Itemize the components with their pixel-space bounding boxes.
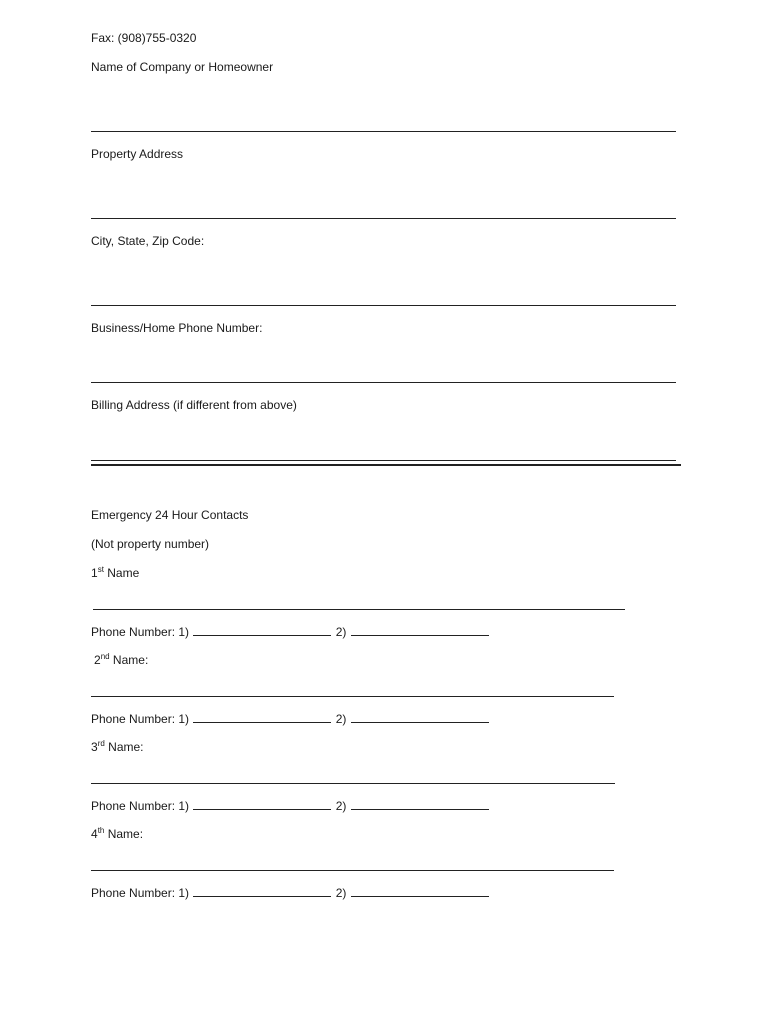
contact-2-name-text: Name: <box>109 653 149 667</box>
phone-input-line[interactable] <box>91 382 676 383</box>
city-input-line[interactable] <box>91 305 676 306</box>
contact-2-phone-1-line[interactable] <box>193 711 331 723</box>
contact-1-ordinal: 1 <box>91 566 98 580</box>
contact-3-name-line[interactable] <box>91 783 615 784</box>
company-input-line[interactable] <box>91 131 676 132</box>
contact-2-label <box>94 653 148 667</box>
contact-2-suffix: nd <box>100 652 110 661</box>
contact-3-suffix: rd <box>97 739 105 748</box>
contact-1-phone-2-label: 2) <box>335 625 347 639</box>
contact-4-suffix: th <box>97 826 105 835</box>
contact-3-phone-1-line[interactable] <box>193 798 331 810</box>
city-label: City, State, Zip Code: <box>91 234 205 248</box>
contact-4-name-text: Name: <box>104 827 144 841</box>
contact-3-phone-2-label: 2) <box>335 799 347 813</box>
contact-2-phone-row <box>91 711 490 726</box>
contact-1-label <box>91 566 139 580</box>
contact-3-phone-row <box>91 798 490 813</box>
contact-3-ordinal: 3 <box>91 740 98 754</box>
contact-1-phone-2-line[interactable] <box>351 624 489 636</box>
company-label: Name of Company or Homeowner <box>91 60 274 74</box>
contact-3-phone-label: Phone Number: 1) <box>91 799 190 813</box>
contact-4-label <box>91 827 143 841</box>
contact-2-phone-2-line[interactable] <box>351 711 489 723</box>
contact-2-name-line[interactable] <box>91 696 614 697</box>
contact-4-phone-2-line[interactable] <box>351 885 489 897</box>
contact-4-phone-row <box>91 885 490 900</box>
address-label: Property Address <box>91 147 184 161</box>
contact-4-name-line[interactable] <box>91 870 614 871</box>
contact-2-phone-2-label: 2) <box>335 712 347 726</box>
contact-2-ordinal: 2 <box>94 653 101 667</box>
contact-2-phone-label: Phone Number: 1) <box>91 712 190 726</box>
address-input-line[interactable] <box>91 218 676 219</box>
contact-4-phone-label: Phone Number: 1) <box>91 886 190 900</box>
contact-1-suffix: st <box>97 565 104 574</box>
contact-3-phone-2-line[interactable] <box>351 798 489 810</box>
billing-label: Billing Address (if different from above) <box>91 398 297 412</box>
contact-4-phone-1-line[interactable] <box>193 885 331 897</box>
contact-4-ordinal: 4 <box>91 827 98 841</box>
emergency-note: (Not property number) <box>91 537 210 551</box>
contact-1-phone-row <box>91 624 490 639</box>
contact-4-phone-2-label: 2) <box>335 886 347 900</box>
emergency-title: Emergency 24 Hour Contacts <box>91 508 249 522</box>
contact-1-name-line[interactable] <box>93 609 625 610</box>
contact-3-name-text: Name: <box>104 740 144 754</box>
contact-1-phone-label: Phone Number: 1) <box>91 625 190 639</box>
contact-1-name-text: Name <box>103 566 140 580</box>
fax-number: Fax: (908)755-0320 <box>91 31 197 45</box>
section-divider <box>91 464 681 466</box>
contact-1-phone-1-line[interactable] <box>193 624 331 636</box>
phone-label: Business/Home Phone Number: <box>91 321 263 335</box>
contact-3-label <box>91 740 144 754</box>
billing-input-line[interactable] <box>91 460 676 461</box>
